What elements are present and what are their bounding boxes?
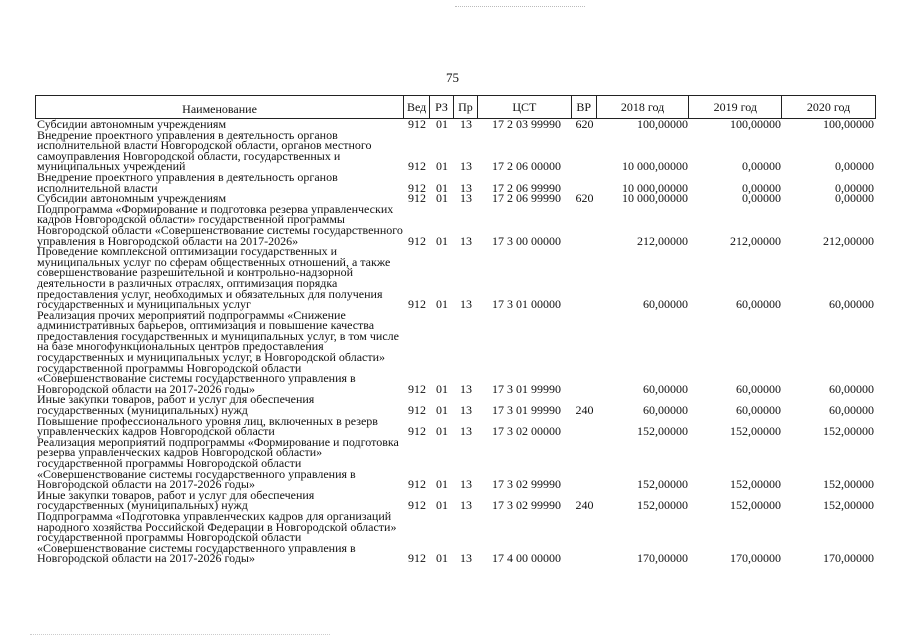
row-2018: 152,00000 <box>637 477 688 492</box>
row-ved: 912 <box>408 551 426 566</box>
header-cst: ЦСТ <box>478 96 572 118</box>
row-2020: 0,00000 <box>835 191 874 206</box>
row-rz: 01 <box>436 477 448 492</box>
row-vr: 620 <box>575 191 594 206</box>
row-rz: 01 <box>436 159 448 174</box>
row-2018: 100,00000 <box>637 117 688 131</box>
row-ved: 912 <box>408 477 426 492</box>
scan-artifact-bottom <box>30 634 330 636</box>
row-ved: 912 <box>408 180 426 195</box>
table-row <box>35 508 876 566</box>
row-ved: 912 <box>408 498 426 513</box>
row-cst: 17 3 02 99990 <box>492 477 561 492</box>
row-rz: 01 <box>436 551 448 566</box>
table-row <box>35 127 876 174</box>
row-name: Проведение комплексной оптимизации государственных и муниципальных услуг по сферам общественных отношений, а также совершенствование разрешительной и контрольно-надзорной деятельности в различных отраслях, оптимизация порядка предоставления услуг, необходимых и обязательных для получения государственных и муниципальных услуг <box>37 244 391 312</box>
header-2018: 2018 год <box>597 96 690 118</box>
row-2020: 100,00000 <box>823 117 874 131</box>
header-2019: 2019 год <box>689 96 782 118</box>
scan-artifact-top <box>455 6 585 8</box>
row-cst: 17 2 03 99990 <box>492 117 561 131</box>
row-2019: 0,00000 <box>742 191 781 206</box>
row-pr: 13 <box>460 381 472 396</box>
row-2019: 100,00000 <box>730 117 781 131</box>
table-row <box>35 201 876 248</box>
table-row <box>35 392 876 418</box>
header-vr: ВР <box>572 96 597 118</box>
row-2018: 60,00000 <box>643 381 688 396</box>
row-2019: 170,00000 <box>730 551 781 566</box>
row-2018: 152,00000 <box>637 498 688 513</box>
row-rz: 01 <box>436 381 448 396</box>
row-pr: 13 <box>460 159 472 174</box>
table-header <box>35 95 876 119</box>
row-pr: 13 <box>460 403 472 418</box>
row-2018: 10 000,00000 <box>622 159 688 174</box>
row-vr: 620 <box>575 117 594 131</box>
row-cst: 17 4 00 00000 <box>492 551 561 566</box>
row-pr: 13 <box>460 551 472 566</box>
row-2020: 152,00000 <box>823 477 874 492</box>
row-cst: 17 2 06 00000 <box>492 159 561 174</box>
page-number: 75 <box>446 70 459 85</box>
row-name: Субсидии автономным учреждениям <box>37 191 227 206</box>
row-name: Субсидии автономным учреждениям <box>37 117 227 131</box>
row-cst: 17 3 00 00000 <box>492 233 561 248</box>
row-rz: 01 <box>436 424 448 439</box>
row-2018: 152,00000 <box>637 424 688 439</box>
row-name: Повышение профессионального уровня лиц, включенных в резерв управленческих кадров Новгородской области <box>37 413 378 439</box>
row-cst: 17 3 01 99990 <box>492 381 561 396</box>
row-2018: 10 000,00000 <box>622 191 688 206</box>
row-name: Подпрограмма «Подготовка управленческих кадров для организаций народного хозяйства Российской Федерации в Новгородской области» государственной программы Новгородской области «Совершенствование системы государственного управления в Новгородской области на 2017-2026 годы» <box>37 508 397 566</box>
row-pr: 13 <box>460 297 472 312</box>
row-2019: 152,00000 <box>730 424 781 439</box>
row-name: Подпрограмма «Формирование и подготовка резерва управленческих кадров Новгородской области» государственной программы Новгородской области «Совершенствование системы государственного управления в Новгородской области на 2017-2026» <box>37 201 403 248</box>
row-2020: 212,00000 <box>823 233 874 248</box>
row-2018: 60,00000 <box>643 297 688 312</box>
row-name: Иные закупки товаров, работ и услуг для обеспечения государственных (муниципальных) нужд <box>37 487 315 513</box>
row-2020: 0,00000 <box>835 180 874 195</box>
table-body <box>35 119 876 564</box>
row-rz: 01 <box>436 297 448 312</box>
row-rz: 01 <box>436 233 448 248</box>
row-name: Внедрение проектного управления в деятельность органов исполнительной власти Новгородской области, органов местного самоуправления Новгородской области, государственных и муниципальных учреждений <box>37 127 372 174</box>
header-name: Наименование <box>36 96 404 118</box>
row-2019: 152,00000 <box>730 477 781 492</box>
row-vr: 240 <box>575 403 594 418</box>
row-pr: 13 <box>460 477 472 492</box>
row-ved: 912 <box>408 233 426 248</box>
row-pr: 13 <box>460 498 472 513</box>
row-2019: 0,00000 <box>742 180 781 195</box>
row-rz: 01 <box>436 498 448 513</box>
table-row <box>35 169 876 195</box>
row-2019: 60,00000 <box>736 403 781 418</box>
table-row <box>35 413 876 439</box>
row-ved: 912 <box>408 297 426 312</box>
row-cst: 17 3 01 00000 <box>492 297 561 312</box>
row-rz: 01 <box>436 180 448 195</box>
budget-table <box>35 95 876 564</box>
row-2020: 0,00000 <box>835 159 874 174</box>
row-name: Реализация мероприятий подпрограммы «Формирование и подготовка резерва управленческих кадров Новгородской области» государственной программы Новгородской области «Совершенствование системы государственного управления в Новгородской области на 2017-2026 годы» <box>37 434 399 492</box>
table-row <box>35 434 876 492</box>
row-pr: 13 <box>460 424 472 439</box>
row-2020: 60,00000 <box>829 297 874 312</box>
header-ved: Вед <box>404 96 430 118</box>
row-2019: 152,00000 <box>730 498 781 513</box>
row-name: Реализация прочих мероприятий подпрограммы «Снижение административных барьеров, оптимизация и повышение качества предоставления государственных и муниципальных услуг, в том числе на базе многофункциональных центров предоставления государственных и муниципальных услуг, в Новгородской области» государственной программы Новгородской области «Совершенствование системы государственного управления в Новгородской области на 2017-2026 годы» <box>37 307 399 396</box>
header-pr: Пр <box>454 96 478 118</box>
header-rz: РЗ <box>430 96 454 118</box>
row-2019: 60,00000 <box>736 381 781 396</box>
row-pr: 13 <box>460 191 472 206</box>
row-2020: 152,00000 <box>823 498 874 513</box>
header-2020: 2020 год <box>806 99 851 114</box>
table-row <box>35 307 876 396</box>
row-2020: 60,00000 <box>829 381 874 396</box>
row-name: Иные закупки товаров, работ и услуг для обеспечения государственных (муниципальных) нужд <box>37 392 315 418</box>
row-cst: 17 2 06 99990 <box>492 180 561 195</box>
row-2018: 212,00000 <box>637 233 688 248</box>
row-cst: 17 2 06 99990 <box>492 191 561 206</box>
row-cst: 17 3 02 99990 <box>492 498 561 513</box>
row-2018: 60,00000 <box>643 403 688 418</box>
row-ved: 912 <box>408 191 426 206</box>
row-2018: 170,00000 <box>637 551 688 566</box>
row-pr: 13 <box>460 117 472 131</box>
row-ved: 912 <box>408 381 426 396</box>
row-cst: 17 3 02 00000 <box>492 424 561 439</box>
row-2019: 212,00000 <box>730 233 781 248</box>
row-ved: 912 <box>408 117 426 131</box>
row-2018: 10 000,00000 <box>622 180 688 195</box>
row-pr: 13 <box>460 233 472 248</box>
row-2020: 170,00000 <box>823 551 874 566</box>
row-ved: 912 <box>408 403 426 418</box>
row-2020: 60,00000 <box>829 403 874 418</box>
row-pr: 13 <box>460 180 472 195</box>
row-2019: 60,00000 <box>736 297 781 312</box>
row-2020: 152,00000 <box>823 424 874 439</box>
row-ved: 912 <box>408 159 426 174</box>
row-ved: 912 <box>408 424 426 439</box>
table-row <box>35 246 876 310</box>
row-name: Внедрение проектного управления в деятельность органов исполнительной власти <box>37 169 338 195</box>
row-cst: 17 3 01 99990 <box>492 403 561 418</box>
table-row <box>35 487 876 513</box>
row-vr: 240 <box>575 498 594 513</box>
row-rz: 01 <box>436 191 448 206</box>
row-rz: 01 <box>436 117 448 131</box>
row-rz: 01 <box>436 403 448 418</box>
row-2019: 0,00000 <box>742 159 781 174</box>
